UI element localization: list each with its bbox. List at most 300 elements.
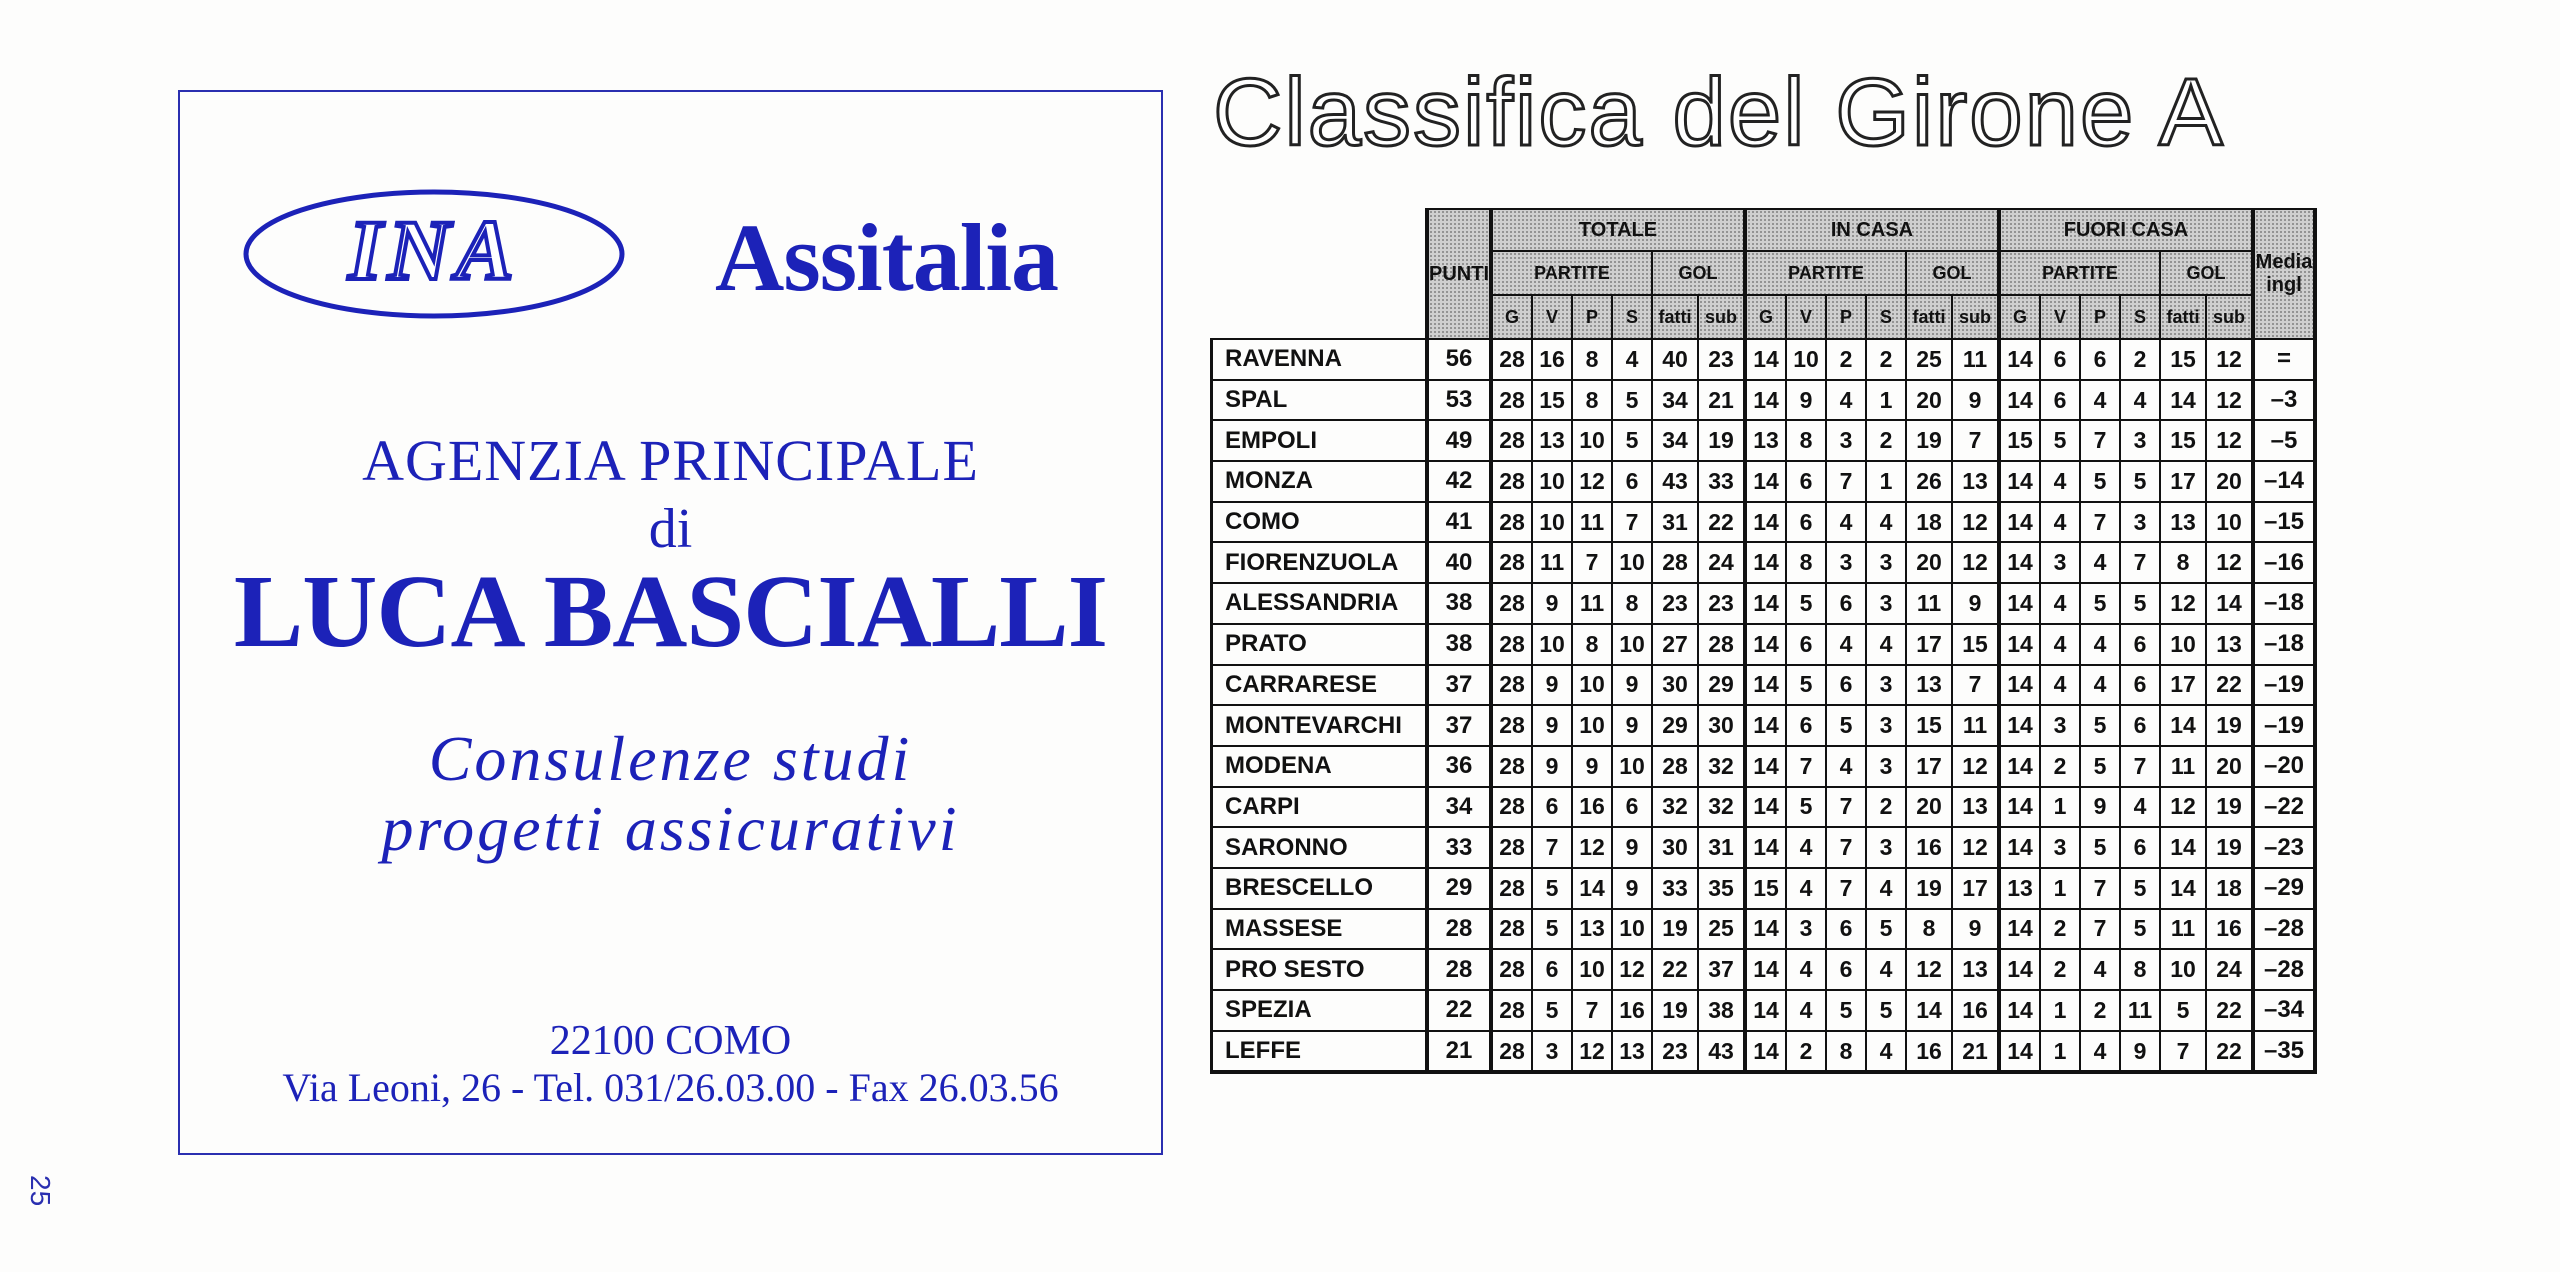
fuori-p-cell: 4 [2080,949,2120,990]
casa-fatti-cell: 19 [1906,868,1952,909]
casa-v-cell: 6 [1786,705,1826,746]
team-name: SPAL [1212,380,1428,421]
tot-v-cell: 10 [1532,624,1572,665]
fuori-sub-cell: 19 [2206,705,2253,746]
casa-sub-cell: 12 [1952,827,1999,868]
points-cell: 33 [1427,827,1491,868]
fuori-v-cell: 1 [2040,1031,2080,1073]
media-inglese-cell: –34 [2253,990,2315,1031]
tot-v-cell: 10 [1532,461,1572,502]
tot-sub-cell: 21 [1698,380,1745,421]
tot-p-cell: 11 [1572,502,1612,543]
tot-s-cell: 10 [1612,624,1652,665]
tot-sub-cell: 23 [1698,583,1745,624]
tagline-line-2: progetti assicurativi [381,793,960,864]
casa-fatti-cell: 15 [1906,705,1952,746]
agency-address: Via Leoni, 26 - Tel. 031/26.03.00 - Fax 26.03.56 [282,1065,1059,1110]
casa-sub-cell: 7 [1952,665,1999,706]
fuori-p-cell: 4 [2080,380,2120,421]
tot-sub-cell: 23 [1698,339,1745,380]
casa-fatti-cell: 17 [1906,746,1952,787]
team-name: MONZA [1212,461,1428,502]
team-name: PRATO [1212,624,1428,665]
casa-sub-cell: 7 [1952,420,1999,461]
media-inglese-cell: –19 [2253,705,2315,746]
fuori-s-cell: 11 [2120,990,2160,1031]
fuori-sub-cell: 20 [2206,746,2253,787]
casa-fatti-cell: 16 [1906,1031,1952,1073]
fuori-p-cell: 4 [2080,1031,2120,1073]
fuori-p-cell: 7 [2080,909,2120,950]
points-cell: 34 [1427,787,1491,828]
fuori-s-cell: 6 [2120,665,2160,706]
table-row [1212,665,2316,706]
casa-sub-cell: 16 [1952,990,1999,1031]
fuori-fatti-cell: 15 [2160,339,2206,380]
tot-g-cell: 28 [1491,542,1532,583]
casa-v-cell: 4 [1786,990,1826,1031]
tot-v-cell: 9 [1532,705,1572,746]
table-row [1212,583,2316,624]
casa-fatti-cell: 12 [1906,949,1952,990]
team-name: SPEZIA [1212,990,1428,1031]
tot-sub-cell: 25 [1698,909,1745,950]
casa-g-cell: 14 [1745,665,1786,706]
standings-table [1210,208,2317,1074]
team-name: COMO [1212,502,1428,543]
fuori-sub-cell: 19 [2206,787,2253,828]
assitalia-logo-text: Assitalia [715,204,1059,311]
tot-g-cell: 28 [1491,502,1532,543]
casa-s-cell: 2 [1866,339,1906,380]
fuori-s-cell: 6 [2120,705,2160,746]
tot-s-cell: 13 [1612,1031,1652,1073]
tot-g-cell: 28 [1491,1031,1532,1073]
team-name: ALESSANDRIA [1212,583,1428,624]
casa-sub-cell: 21 [1952,1031,1999,1073]
points-cell: 53 [1427,380,1491,421]
team-name: BRESCELLO [1212,868,1428,909]
tot-v-cell: 5 [1532,868,1572,909]
fuori-fatti-cell: 11 [2160,746,2206,787]
table-row [1212,461,2316,502]
tot-fatti-cell: 23 [1652,1031,1698,1073]
table-row [1212,1031,2316,1073]
fuori-sub-cell: 19 [2206,827,2253,868]
tot-s-cell: 12 [1612,949,1652,990]
header-tot-v: V [1532,295,1572,339]
casa-fatti-cell: 17 [1906,624,1952,665]
header-fuori-p: P [2080,295,2120,339]
tot-p-cell: 8 [1572,339,1612,380]
table-row [1212,542,2316,583]
media-inglese-cell: –19 [2253,665,2315,706]
fuori-fatti-cell: 10 [2160,949,2206,990]
header-casa-p: P [1826,295,1866,339]
tot-sub-cell: 37 [1698,949,1745,990]
tot-sub-cell: 30 [1698,705,1745,746]
tot-p-cell: 13 [1572,909,1612,950]
casa-v-cell: 3 [1786,909,1826,950]
fuori-s-cell: 5 [2120,461,2160,502]
header-tot-g: G [1491,295,1532,339]
tot-sub-cell: 32 [1698,746,1745,787]
fuori-fatti-cell: 10 [2160,624,2206,665]
casa-s-cell: 2 [1866,420,1906,461]
fuori-g-cell: 14 [1999,949,2040,990]
tot-fatti-cell: 31 [1652,502,1698,543]
media-inglese-cell: –28 [2253,949,2315,990]
tot-sub-cell: 43 [1698,1031,1745,1073]
tot-s-cell: 4 [1612,339,1652,380]
team-name: PRO SESTO [1212,949,1428,990]
points-cell: 40 [1427,542,1491,583]
casa-g-cell: 14 [1745,380,1786,421]
tot-s-cell: 9 [1612,868,1652,909]
casa-g-cell: 14 [1745,624,1786,665]
tagline-line-1: Consulenze studi [428,723,913,794]
fuori-v-cell: 6 [2040,339,2080,380]
tot-sub-cell: 29 [1698,665,1745,706]
fuori-v-cell: 4 [2040,665,2080,706]
fuori-s-cell: 4 [2120,380,2160,421]
table-row [1212,949,2316,990]
casa-sub-cell: 13 [1952,949,1999,990]
tot-g-cell: 28 [1491,380,1532,421]
fuori-s-cell: 8 [2120,949,2160,990]
team-name: LEFFE [1212,1031,1428,1073]
casa-v-cell: 8 [1786,542,1826,583]
casa-fatti-cell: 8 [1906,909,1952,950]
tot-fatti-cell: 30 [1652,665,1698,706]
fuori-fatti-cell: 17 [2160,461,2206,502]
tot-g-cell: 28 [1491,461,1532,502]
casa-sub-cell: 11 [1952,705,1999,746]
casa-v-cell: 5 [1786,665,1826,706]
tot-v-cell: 7 [1532,827,1572,868]
tot-g-cell: 28 [1491,665,1532,706]
casa-p-cell: 6 [1826,909,1866,950]
fuori-v-cell: 6 [2040,380,2080,421]
agency-city: 22100 COMO [549,1018,792,1064]
tot-v-cell: 10 [1532,502,1572,543]
fuori-v-cell: 4 [2040,624,2080,665]
fuori-p-cell: 9 [2080,787,2120,828]
casa-p-cell: 7 [1826,461,1866,502]
casa-v-cell: 10 [1786,339,1826,380]
tot-fatti-cell: 19 [1652,990,1698,1031]
casa-p-cell: 5 [1826,990,1866,1031]
casa-p-cell: 3 [1826,420,1866,461]
fuori-p-cell: 7 [2080,420,2120,461]
tot-g-cell: 28 [1491,787,1532,828]
fuori-p-cell: 7 [2080,502,2120,543]
casa-g-cell: 14 [1745,502,1786,543]
fuori-fatti-cell: 11 [2160,909,2206,950]
tot-p-cell: 11 [1572,583,1612,624]
tot-v-cell: 9 [1532,583,1572,624]
casa-p-cell: 5 [1826,705,1866,746]
fuori-v-cell: 1 [2040,990,2080,1031]
casa-p-cell: 8 [1826,1031,1866,1073]
casa-s-cell: 3 [1866,665,1906,706]
fuori-g-cell: 14 [1999,705,2040,746]
header-fuori-fatti: fatti [2160,295,2206,339]
fuori-sub-cell: 16 [2206,909,2253,950]
table-row [1212,380,2316,421]
points-cell: 41 [1427,502,1491,543]
tot-s-cell: 6 [1612,461,1652,502]
fuori-sub-cell: 20 [2206,461,2253,502]
points-cell: 56 [1427,339,1491,380]
casa-s-cell: 4 [1866,1031,1906,1073]
table-row [1212,746,2316,787]
casa-s-cell: 1 [1866,461,1906,502]
points-cell: 42 [1427,461,1491,502]
fuori-fatti-cell: 15 [2160,420,2206,461]
header-media-line-1: Media [2255,251,2313,273]
header-tot-p: P [1572,295,1612,339]
fuori-sub-cell: 13 [2206,624,2253,665]
casa-v-cell: 5 [1786,583,1826,624]
tot-p-cell: 10 [1572,949,1612,990]
casa-sub-cell: 13 [1952,461,1999,502]
media-inglese-cell: –5 [2253,420,2315,461]
points-cell: 28 [1427,949,1491,990]
casa-g-cell: 14 [1745,746,1786,787]
casa-p-cell: 4 [1826,624,1866,665]
tot-s-cell: 10 [1612,746,1652,787]
casa-fatti-cell: 14 [1906,990,1952,1031]
media-inglese-cell: –35 [2253,1031,2315,1073]
casa-s-cell: 5 [1866,990,1906,1031]
fuori-p-cell: 7 [2080,868,2120,909]
tot-sub-cell: 38 [1698,990,1745,1031]
tot-v-cell: 9 [1532,665,1572,706]
tot-p-cell: 16 [1572,787,1612,828]
tot-sub-cell: 28 [1698,624,1745,665]
header-row-groups [1212,209,2316,251]
team-name: EMPOLI [1212,420,1428,461]
fuori-sub-cell: 22 [2206,665,2253,706]
casa-p-cell: 6 [1826,665,1866,706]
tot-p-cell: 7 [1572,542,1612,583]
header-punti: PUNTI [1427,209,1491,339]
team-name: SARONNO [1212,827,1428,868]
casa-s-cell: 3 [1866,746,1906,787]
casa-g-cell: 14 [1745,787,1786,828]
tot-s-cell: 5 [1612,420,1652,461]
casa-v-cell: 9 [1786,380,1826,421]
header-fuori-casa: FUORI CASA [1999,209,2253,251]
tot-p-cell: 8 [1572,380,1612,421]
points-cell: 28 [1427,909,1491,950]
casa-v-cell: 6 [1786,502,1826,543]
fuori-sub-cell: 12 [2206,339,2253,380]
fuori-fatti-cell: 7 [2160,1031,2206,1073]
tot-g-cell: 28 [1491,705,1532,746]
casa-g-cell: 14 [1745,461,1786,502]
fuori-g-cell: 14 [1999,990,2040,1031]
tot-sub-cell: 19 [1698,420,1745,461]
casa-sub-cell: 9 [1952,583,1999,624]
casa-g-cell: 14 [1745,1031,1786,1073]
casa-s-cell: 4 [1866,502,1906,543]
fuori-g-cell: 14 [1999,665,2040,706]
fuori-v-cell: 3 [2040,542,2080,583]
fuori-p-cell: 4 [2080,542,2120,583]
fuori-fatti-cell: 5 [2160,990,2206,1031]
tot-p-cell: 9 [1572,746,1612,787]
casa-sub-cell: 9 [1952,380,1999,421]
tot-g-cell: 28 [1491,949,1532,990]
tot-fatti-cell: 30 [1652,827,1698,868]
agent-name: LUCA BASCIALLI [233,554,1108,669]
tot-p-cell: 7 [1572,990,1612,1031]
header-tot-gol: GOL [1652,251,1745,295]
table-row [1212,624,2316,665]
fuori-v-cell: 3 [2040,705,2080,746]
table-row [1212,502,2316,543]
table-row [1212,990,2316,1031]
casa-sub-cell: 11 [1952,339,1999,380]
team-name: RAVENNA [1212,339,1428,380]
casa-g-cell: 15 [1745,868,1786,909]
tot-p-cell: 12 [1572,1031,1612,1073]
header-tot-partite: PARTITE [1491,251,1652,295]
tot-v-cell: 3 [1532,1031,1572,1073]
page-number: 25 [25,1175,56,1207]
tot-s-cell: 7 [1612,502,1652,543]
tot-fatti-cell: 19 [1652,909,1698,950]
casa-s-cell: 2 [1866,787,1906,828]
header-fuori-sub: sub [2206,295,2253,339]
casa-sub-cell: 12 [1952,502,1999,543]
tot-g-cell: 28 [1491,420,1532,461]
header-fuori-s: S [2120,295,2160,339]
casa-fatti-cell: 19 [1906,420,1952,461]
tot-s-cell: 6 [1612,787,1652,828]
team-name: MODENA [1212,746,1428,787]
media-inglese-cell: –16 [2253,542,2315,583]
media-inglese-cell: –22 [2253,787,2315,828]
media-inglese-cell: –23 [2253,827,2315,868]
fuori-s-cell: 7 [2120,746,2160,787]
table-row [1212,868,2316,909]
media-inglese-cell: –18 [2253,624,2315,665]
fuori-p-cell: 5 [2080,827,2120,868]
agency-heading: AGENZIA PRINCIPALE [362,428,979,493]
casa-p-cell: 6 [1826,583,1866,624]
casa-fatti-cell: 13 [1906,665,1952,706]
casa-p-cell: 4 [1826,746,1866,787]
fuori-g-cell: 14 [1999,746,2040,787]
casa-v-cell: 4 [1786,827,1826,868]
header-tot-fatti: fatti [1652,295,1698,339]
header-casa-fatti: fatti [1906,295,1952,339]
casa-s-cell: 4 [1866,624,1906,665]
casa-p-cell: 4 [1826,502,1866,543]
fuori-g-cell: 14 [1999,583,2040,624]
casa-p-cell: 7 [1826,787,1866,828]
fuori-g-cell: 14 [1999,542,2040,583]
tot-s-cell: 5 [1612,380,1652,421]
points-cell: 22 [1427,990,1491,1031]
fuori-g-cell: 14 [1999,624,2040,665]
casa-v-cell: 2 [1786,1031,1826,1073]
casa-g-cell: 14 [1745,339,1786,380]
fuori-sub-cell: 12 [2206,380,2253,421]
casa-v-cell: 4 [1786,949,1826,990]
team-name: FIORENZUOLA [1212,542,1428,583]
fuori-sub-cell: 22 [2206,1031,2253,1073]
fuori-v-cell: 1 [2040,787,2080,828]
fuori-g-cell: 15 [1999,420,2040,461]
casa-p-cell: 2 [1826,339,1866,380]
casa-fatti-cell: 20 [1906,380,1952,421]
fuori-v-cell: 4 [2040,502,2080,543]
standings-body [1212,339,2316,1072]
casa-v-cell: 6 [1786,624,1826,665]
tot-v-cell: 6 [1532,787,1572,828]
tot-v-cell: 6 [1532,949,1572,990]
tot-v-cell: 11 [1532,542,1572,583]
media-inglese-cell: –14 [2253,461,2315,502]
fuori-fatti-cell: 8 [2160,542,2206,583]
header-casa-s: S [1866,295,1906,339]
header-tot-s: S [1612,295,1652,339]
tot-sub-cell: 32 [1698,787,1745,828]
casa-sub-cell: 13 [1952,787,1999,828]
tot-g-cell: 28 [1491,868,1532,909]
media-inglese-cell: = [2253,339,2315,380]
casa-s-cell: 3 [1866,542,1906,583]
fuori-p-cell: 2 [2080,990,2120,1031]
tot-g-cell: 28 [1491,909,1532,950]
fuori-sub-cell: 24 [2206,949,2253,990]
fuori-fatti-cell: 12 [2160,583,2206,624]
casa-fatti-cell: 18 [1906,502,1952,543]
fuori-s-cell: 9 [2120,1031,2160,1073]
fuori-g-cell: 14 [1999,909,2040,950]
header-fuori-partite: PARTITE [1999,251,2160,295]
fuori-s-cell: 4 [2120,787,2160,828]
table-row [1212,787,2316,828]
fuori-g-cell: 13 [1999,868,2040,909]
media-inglese-cell: –28 [2253,909,2315,950]
tot-p-cell: 10 [1572,665,1612,706]
fuori-s-cell: 6 [2120,624,2160,665]
tot-g-cell: 28 [1491,827,1532,868]
fuori-sub-cell: 22 [2206,990,2253,1031]
fuori-s-cell: 3 [2120,502,2160,543]
casa-g-cell: 14 [1745,542,1786,583]
tot-v-cell: 9 [1532,746,1572,787]
media-inglese-cell: –15 [2253,502,2315,543]
table-row [1212,420,2316,461]
casa-g-cell: 14 [1745,909,1786,950]
casa-fatti-cell: 11 [1906,583,1952,624]
tot-sub-cell: 24 [1698,542,1745,583]
casa-sub-cell: 17 [1952,868,1999,909]
casa-sub-cell: 12 [1952,542,1999,583]
tot-p-cell: 12 [1572,827,1612,868]
fuori-g-cell: 14 [1999,461,2040,502]
casa-v-cell: 8 [1786,420,1826,461]
agency-di: di [648,498,693,560]
fuori-p-cell: 5 [2080,583,2120,624]
tot-fatti-cell: 23 [1652,583,1698,624]
